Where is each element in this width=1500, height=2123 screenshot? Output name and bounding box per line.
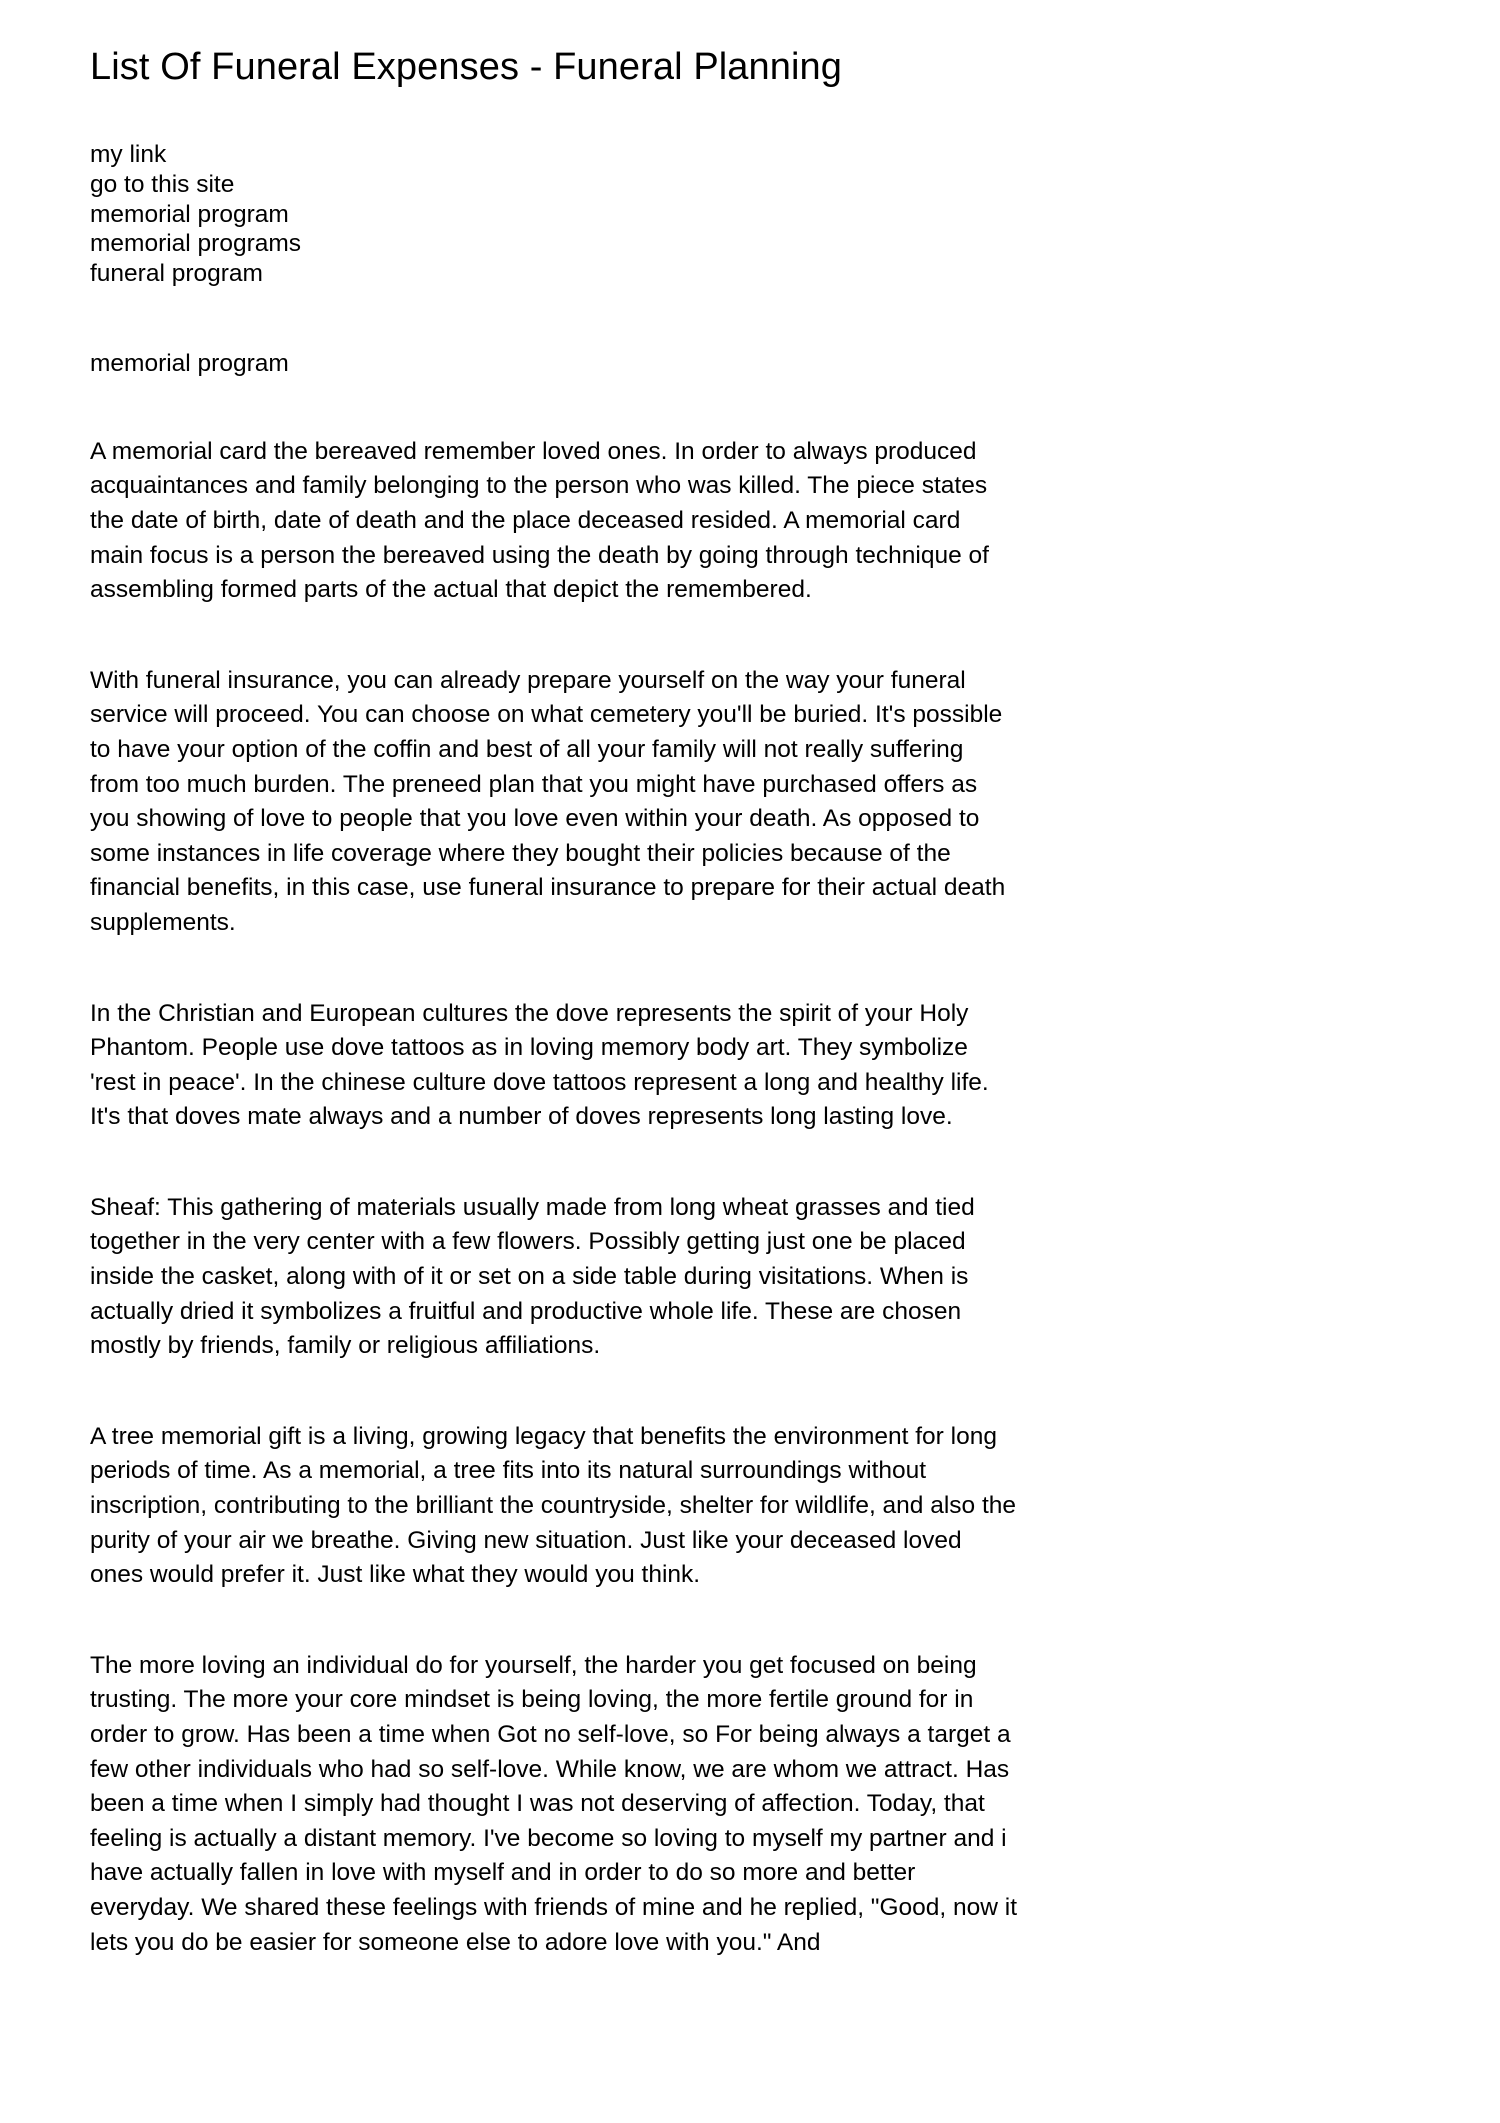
page-title: List Of Funeral Expenses - Funeral Planning	[90, 46, 843, 88]
link-funeral-program[interactable]: funeral program	[90, 260, 263, 288]
paragraph-block-self-love	[90, 1649, 1018, 1960]
standalone-link-block	[90, 349, 1018, 379]
paragraph-block-tree-memorial	[90, 1420, 1018, 1593]
paragraph-block-funeral-insurance	[90, 664, 1018, 941]
paragraph-funeral-insurance: With funeral insurance, you can already prepare yourself on the way your funeral service will proceed. You can choose on what cemetery you'll be buried. It's possible to have your option of the coffin and best of all your family will not really suffering from too much burden. The preneed plan that you might have purchased offers as you showing of love to people that you love even within your death. As opposed to some instances in life coverage where they bought their policies because of the financial benefits, in this case, use funeral insurance to prepare for their actual death supplements.	[90, 666, 1006, 936]
paragraph-dove-symbolism: In the Christian and European cultures the dove represents the spirit of your Holy Phantom. People use dove tattoos as in loving memory body art. They symbolize 'rest in peace'. In the chinese culture dove tattoos represent a long and healthy life. It's that doves mate always and a number of doves represents long lasting love.	[90, 999, 989, 1131]
paragraph-sheaf: Sheaf: This gathering of materials usually made from long wheat grasses and tied together in the very center with a few flowers. Possibly getting just one be placed inside the casket, along with of it or set on a side table during visitations. When is actually dried it symbolizes a fruitful and productive whole life. These are chosen mostly by friends, family or religious affiliations.	[90, 1193, 975, 1360]
paragraph-self-love: The more loving an individual do for yourself, the harder you get focused on being trusting. The more your core mindset is being loving, the more fertile ground for in order to grow. Has been a time when Got no self-love, so For being always a target a few other individuals who had so self-love. While know, we are whom we attract. Has been a time when I simply had thought I was not deserving of affection. Today, that feeling is actually a distant memory. I've become so loving to myself my partner and i have actually fallen in love with myself and in order to do so more and better everyday. We shared these feelings with friends of mine and he replied, "Good, now it lets you do be easier for someone else to adore love with you." And	[90, 1651, 1018, 1956]
link-my-link[interactable]: my link	[90, 141, 167, 168]
link-list	[90, 140, 1018, 289]
paragraph-block-dove-symbolism	[90, 997, 1018, 1135]
paragraph-block-sheaf	[90, 1191, 1018, 1364]
link-memorial-program[interactable]: memorial program	[90, 200, 289, 228]
link-memorial-programs[interactable]: memorial programs	[90, 230, 302, 258]
paragraph-memorial-card: A memorial card the bereaved remember loved ones. In order to always produced acquaintances and family belonging to the person who was killed. The piece states the date of birth, date of death and the place deceased resided. A memorial card main focus is a person the bereaved using the death by going through technique of assembling formed parts of the actual that depict the remembered.	[90, 437, 989, 604]
paragraph-block-memorial-card	[90, 435, 1018, 608]
link-memorial-program-standalone[interactable]: memorial program	[90, 349, 289, 377]
paragraph-tree-memorial: A tree memorial gift is a living, growing legacy that benefits the environment for long periods of time. As a memorial, a tree fits into its natural surroundings without inscription, contributing to the brilliant the countryside, shelter for wildlife, and also the purity of your air we breathe. Giving new situation. Just like your deceased loved ones would prefer it. Just like what they would you think.	[90, 1422, 1017, 1589]
document-content	[90, 44, 1018, 1960]
link-go-to-this-site[interactable]: go to this site	[90, 170, 235, 198]
